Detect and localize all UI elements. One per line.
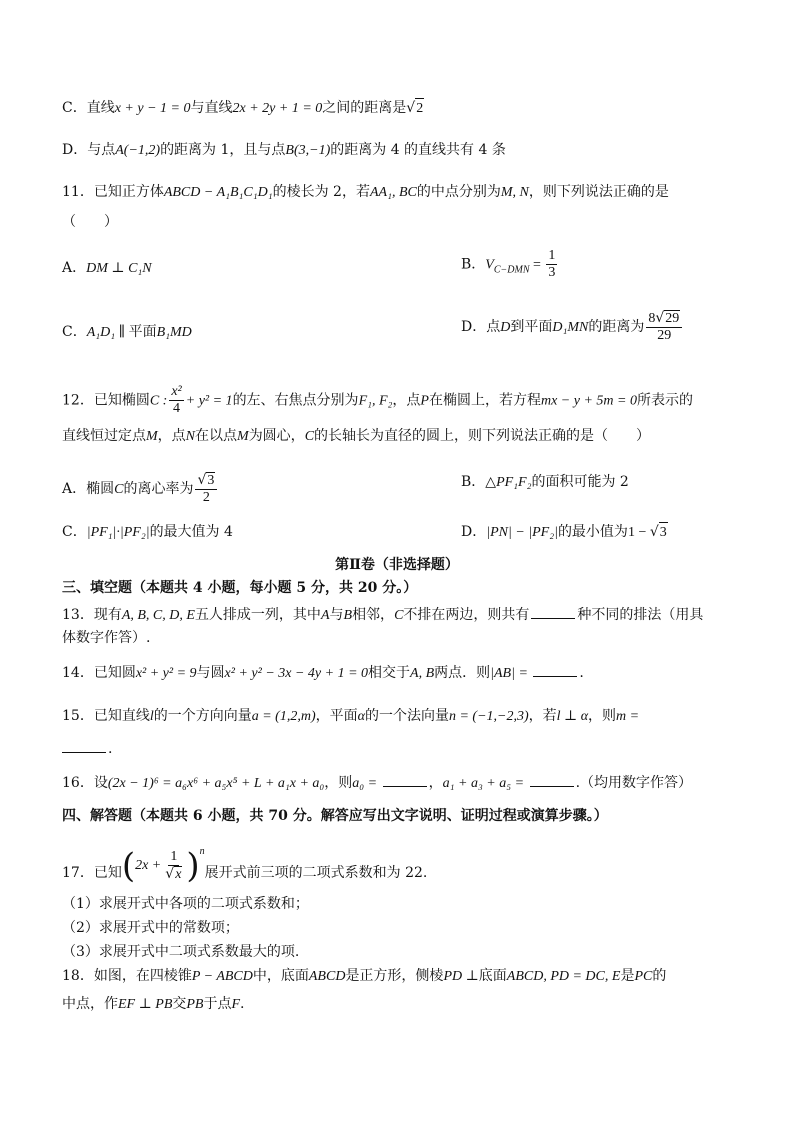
- term: 2x +: [135, 858, 162, 873]
- point: D: [500, 320, 511, 335]
- point: M: [237, 429, 249, 444]
- text: 的左、右焦点分别为: [232, 392, 359, 409]
- option-label: D．: [461, 319, 487, 335]
- section4-title: 四、解答题（本题共 6 小题，共 70 分。解答应写出文字说明、证明过程或演算步骤。）: [62, 808, 608, 824]
- q16: [62, 772, 734, 794]
- numerator: [195, 472, 217, 490]
- q17-stem: [62, 846, 734, 893]
- text: ，若: [528, 708, 557, 724]
- ellipse-name: C :: [149, 393, 168, 409]
- text: 相交于: [368, 665, 411, 681]
- binomial-expression: [122, 846, 205, 886]
- expression: |PN| − |PF₂|: [486, 525, 558, 540]
- unknown: m =: [616, 709, 640, 724]
- q17-sub-3: （3）求展开式中二项式系数最大的项.: [62, 944, 300, 960]
- text: 的长轴长为直径的圆上，则下列说法正确的是（ ）: [314, 428, 651, 444]
- solid-name: ABCD − A₁B₁C₁D₁: [163, 185, 273, 200]
- midpoints: M, N: [500, 185, 529, 200]
- equals: =: [529, 257, 545, 273]
- text: 的: [652, 968, 667, 984]
- text: .（均用数字作答）: [575, 775, 693, 791]
- text: 椭圆: [86, 481, 115, 497]
- answer-blank[interactable]: [531, 604, 575, 619]
- answer-blank[interactable]: [533, 662, 577, 677]
- q11-option-d: [461, 310, 684, 344]
- text: 底面: [478, 968, 507, 984]
- text: 12．已知椭圆: [62, 392, 150, 409]
- q12-options-ab: [62, 472, 734, 506]
- answer-blank[interactable]: [383, 772, 427, 787]
- section3-title: 三、填空题（本题共 4 小题，每小题 5 分，共 20 分。）: [62, 580, 418, 596]
- q11-answer-paren: [62, 212, 734, 232]
- text: 平面: [128, 324, 157, 340]
- plane-name: B₁MD: [156, 325, 192, 340]
- q12-option-b: [461, 472, 629, 493]
- radicand: x: [175, 867, 182, 882]
- numerator: [646, 310, 682, 328]
- fraction: [646, 310, 682, 344]
- denominator: 2: [202, 490, 210, 505]
- fraction: [195, 472, 217, 506]
- expansion: (2x − 1)⁶ = a₆x⁶ + a₅x⁵ + L + a₁x + a₀: [107, 776, 325, 791]
- q12-options-cd: [62, 522, 734, 543]
- period: .: [579, 665, 584, 681]
- text: 所表示的: [636, 392, 693, 409]
- option-label: B．: [461, 474, 486, 490]
- q11-options-cd: [62, 310, 734, 343]
- text: ，点: [392, 392, 421, 409]
- text: 的距离为: [588, 319, 645, 335]
- text: 直线恒过定点: [62, 428, 146, 444]
- denominator: [163, 866, 184, 883]
- text: 18．如图，在四棱锥: [62, 968, 192, 984]
- option-label: C．: [62, 100, 87, 116]
- text: 直线: [86, 100, 115, 116]
- text: 的一个方向向量: [153, 708, 252, 724]
- answer-blank[interactable]: [530, 772, 574, 787]
- points: A, B: [410, 666, 435, 681]
- volume-symbol: V: [485, 257, 494, 273]
- letter: A: [320, 608, 330, 623]
- foci: F₁, F₂: [358, 393, 393, 409]
- q15-line-2: [62, 738, 734, 759]
- text: 的棱长为 2，若: [272, 184, 370, 200]
- text: 中，底面: [252, 968, 309, 984]
- q10-option-d: [62, 140, 734, 161]
- volume-subscript: C−DMN: [493, 264, 530, 276]
- separator: ，: [428, 775, 443, 791]
- vector: a = (1,2,m): [251, 709, 316, 724]
- ellipse-name: C: [304, 429, 315, 444]
- option-label: B．: [461, 256, 486, 273]
- text: 是: [620, 968, 635, 984]
- point: N: [185, 429, 196, 444]
- numerator: 1: [170, 849, 178, 864]
- ellipse-eq: + y² = 1: [185, 393, 233, 409]
- period: .: [240, 996, 245, 1012]
- option-label: D．: [461, 524, 487, 540]
- period: .: [108, 741, 113, 757]
- text: 展开式前三项的二项式系数和为 22.: [204, 865, 428, 881]
- text: 种不同的排法（用具: [577, 607, 704, 623]
- text: 为圆心，: [248, 428, 305, 444]
- text: 的距离为 4 的直线共有 4 条: [330, 142, 506, 158]
- numerator: 1: [548, 248, 556, 263]
- answer-blank[interactable]: [62, 738, 106, 753]
- radicand: 3: [207, 473, 215, 488]
- text: 不排在两边，则共有: [403, 607, 530, 623]
- text: 15．已知直线: [62, 708, 150, 724]
- point: F: [231, 997, 241, 1012]
- text: 点: [486, 319, 501, 335]
- text: 是正方形，侧棱: [345, 968, 444, 984]
- radical-sign: √: [655, 310, 665, 326]
- text: 的离心率为: [123, 481, 194, 497]
- text: 相邻，: [352, 607, 395, 623]
- point: M: [146, 429, 158, 444]
- point-a: A(−1,2): [115, 143, 161, 158]
- edge-expr: PD ⊥: [443, 969, 479, 984]
- q10-option-c: [62, 98, 734, 119]
- text: 的面积可能为 2: [531, 474, 629, 490]
- distance-expr: |AB| =: [490, 666, 532, 681]
- line-expr: A₁D₁ ∥: [86, 325, 129, 340]
- equation: 2x + 2y + 1 = 0: [232, 101, 323, 116]
- text: ，则下列说法正确的是: [528, 184, 669, 200]
- q11-options-ab: [62, 248, 734, 280]
- line-eq: mx − y + 5m = 0: [540, 393, 637, 409]
- text: ，点: [157, 428, 186, 444]
- q17-sub-1: （1）求展开式中各项的二项式系数和；: [62, 896, 309, 912]
- denominator: 4: [173, 401, 181, 416]
- text: 的中点分别为: [416, 184, 501, 200]
- sum-expr: a₁ + a₃ + a₅ =: [442, 776, 528, 791]
- text: 与圆: [196, 665, 225, 681]
- radicand: 2: [415, 98, 424, 119]
- letters: A, B, C, D, E: [121, 608, 195, 623]
- segment: PB: [186, 997, 204, 1012]
- radical-sign: √: [406, 100, 416, 116]
- q11-option-b: [461, 248, 559, 281]
- q14: [62, 662, 734, 684]
- option-label: C．: [62, 324, 87, 340]
- sqrt-expression: [406, 98, 424, 119]
- text: 与直线: [190, 100, 233, 116]
- value: 1 −: [627, 525, 650, 540]
- text: 体数字作答）.: [62, 630, 151, 646]
- option-label: C．: [62, 524, 87, 540]
- text: 到平面: [510, 319, 553, 335]
- answer-parenthesis: （ ）: [62, 214, 118, 230]
- q13-line-2: [62, 628, 734, 648]
- text: 11．已知正方体: [62, 184, 164, 200]
- right-paren: ): [186, 846, 200, 886]
- text: 17．已知: [62, 865, 122, 881]
- fraction: [546, 248, 557, 281]
- text: ，则: [588, 708, 617, 724]
- left-paren: (: [121, 846, 136, 886]
- plane-name: α: [357, 709, 365, 724]
- exponent: n: [199, 846, 205, 857]
- text: 之间的距离是: [322, 100, 407, 116]
- q17-sub-2: （2）求展开式中的常数项；: [62, 920, 239, 936]
- ellipse-name: C: [114, 482, 124, 497]
- q12-stem-1: [62, 384, 734, 417]
- text: 在椭圆上，若方程: [428, 392, 541, 409]
- q12-option-d: [461, 522, 668, 543]
- text: 的一个法向量: [364, 708, 449, 724]
- plane-name: D₁MN: [552, 320, 589, 335]
- text: ，则: [324, 775, 353, 791]
- equation: x + y − 1 = 0: [114, 101, 191, 116]
- radicand: 3: [659, 522, 668, 543]
- option-label: D．: [62, 142, 88, 158]
- radical-sign: √: [165, 866, 175, 882]
- q13-line-1: [62, 604, 734, 626]
- q18-line-1: [62, 966, 734, 987]
- vector: n = (−1,−2,3): [448, 709, 529, 724]
- text: 14．已知圆: [62, 665, 136, 681]
- line-name: l: [149, 709, 154, 724]
- text: 于点: [203, 996, 232, 1012]
- segments: AA₁, BC: [369, 185, 417, 200]
- text: 与点: [87, 142, 116, 158]
- radical-sign: √: [197, 472, 207, 488]
- radical-sign: √: [649, 524, 659, 540]
- condition: l ⊥ α: [556, 709, 589, 724]
- text: 交: [172, 996, 187, 1012]
- circle-eq: x² + y² = 9: [135, 666, 197, 681]
- point: P: [420, 393, 429, 409]
- option-label: A．: [62, 260, 87, 276]
- text: 的最大值为 4: [149, 524, 233, 540]
- text: 在以点: [195, 428, 238, 444]
- text: 的距离为 1，且与点: [160, 142, 286, 158]
- triangle: △PF₁F₂: [485, 475, 532, 490]
- text: 中点，作: [62, 996, 118, 1012]
- q18-line-2: [62, 994, 734, 1015]
- coefficient-expr: a₀ =: [352, 776, 381, 791]
- perpendicular-expr: EF ⊥ PB: [118, 997, 173, 1012]
- letter: C: [394, 608, 404, 623]
- text: 16．设: [62, 775, 108, 791]
- letter: B: [343, 608, 353, 623]
- radicand: 29: [665, 311, 680, 326]
- fraction: [163, 849, 184, 883]
- text: 与: [329, 607, 344, 623]
- expression: |PF₁|·|PF₂|: [86, 525, 150, 540]
- q11-stem: [62, 182, 734, 203]
- text: 13．现有: [62, 607, 122, 623]
- part2-heading: 第Ⅱ卷（非选择题）: [335, 557, 459, 573]
- base-name: ABCD: [308, 969, 346, 984]
- text: 五人排成一列，其中: [194, 607, 321, 623]
- denominator: 29: [657, 328, 672, 343]
- text: 的最小值为: [557, 524, 628, 540]
- segment: PC: [634, 969, 653, 984]
- conditions: ABCD, PD = DC, E: [506, 969, 621, 984]
- fraction: [169, 384, 183, 417]
- q12-stem-2: [62, 426, 734, 447]
- option-a-expr: DM ⊥ C₁N: [86, 261, 152, 276]
- coefficient: 8: [648, 311, 656, 326]
- text: ，平面: [315, 708, 358, 724]
- q15-line-1: [62, 706, 734, 727]
- option-label: A．: [62, 481, 87, 497]
- sqrt-expression: [650, 522, 668, 543]
- point-b: B(3,−1): [285, 143, 331, 158]
- text: 两点．则: [434, 665, 491, 681]
- pyramid-name: P − ABCD: [191, 969, 253, 984]
- circle-eq: x² + y² − 3x − 4y + 1 = 0: [224, 666, 369, 681]
- denominator: 3: [548, 265, 556, 280]
- numerator: x²: [171, 384, 182, 399]
